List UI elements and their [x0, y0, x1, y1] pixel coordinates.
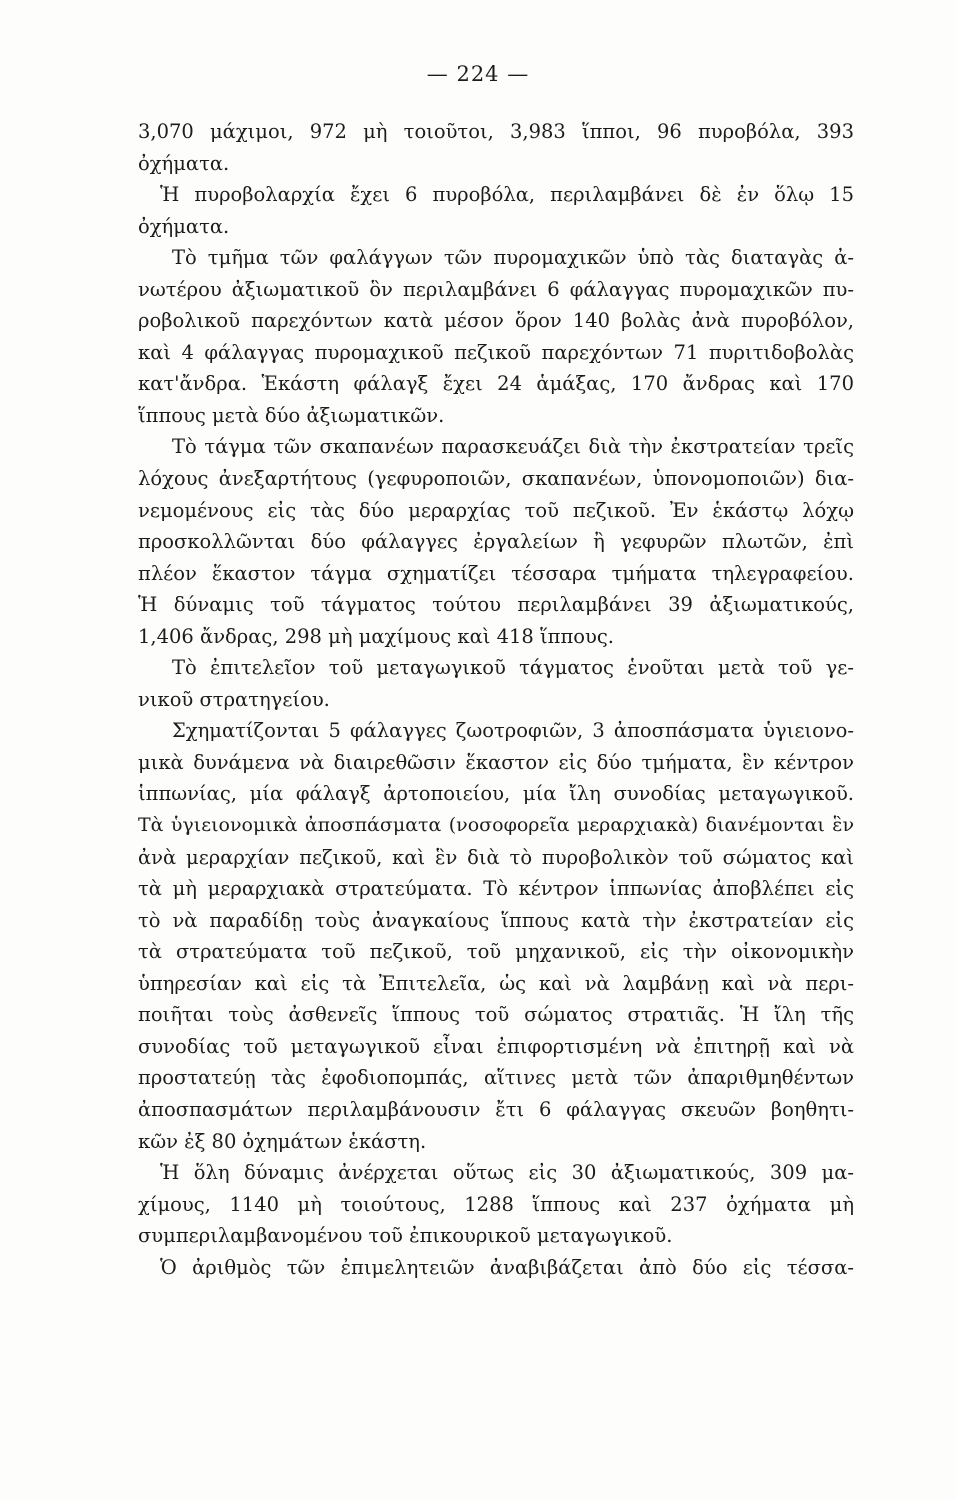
page-body-text	[138, 116, 854, 1283]
text-line: μικὰ δυνάμενα νὰ διαιρεθῶσιν ἕκαστον εἰς δύο τμήματα, ἓν κέντρον	[138, 750, 854, 774]
text-line: Τὸ τάγμα τῶν σκαπανέων παρασκευάζει διὰ τὴν ἐκστρατείαν τρεῖς	[172, 435, 854, 459]
text-line: ποιῆται τοὺς ἀσθενεῖς ἵππους τοῦ σώματος στρατιᾶς. Ἡ ἴλη τῆς	[138, 1003, 854, 1027]
text-line: συμπεριλαμβανομένου τοῦ ἐπικουρικοῦ μεταγωγικοῦ.	[138, 1224, 673, 1248]
text-line: 3,070 μάχιμοι, 972 μὴ τοιοῦτοι, 3,983 ἵπποι, 96 πυροβόλα, 393	[138, 120, 854, 143]
text-line: προσκολλῶνται δύο φάλαγγες ἐργαλείων ἢ γεφυρῶν πλωτῶν, ἐπὶ	[138, 530, 854, 554]
text-line: Ὁ ἀριθμὸς τῶν ἐπιμελητειῶν ἀναβιβάζεται ἀπὸ δύο εἰς τέσσα-	[160, 1255, 854, 1279]
text-line: 1,406 ἄνδρας, 298 μὴ μαχίμους καὶ 418 ἵππους.	[138, 624, 615, 648]
text-line: κατ'ἄνδρα. Ἑκάστη φάλαγξ ἔχει 24 ἁμάξας, 170 ἄνδρας καὶ 170	[138, 372, 854, 396]
text-line: νικοῦ στρατηγείου.	[138, 687, 330, 711]
text-line: καὶ 4 φάλαγγας πυρομαχικοῦ πεζικοῦ παρεχόντων 71 πυριτιδοβολὰς	[138, 340, 854, 364]
text-line: Ἡ ὅλη δύναμις ἀνέρχεται οὕτως εἰς 30 ἀξιωματικούς, 309 μα-	[160, 1161, 854, 1185]
text-line: Τὸ ἐπιτελεῖον τοῦ μεταγωγικοῦ τάγματος ἑνοῦται μετὰ τοῦ γε-	[172, 656, 854, 680]
text-line: προστατεύῃ τὰς ἐφοδιοπομπάς, αἵτινες μετὰ τῶν ἀπαριθμηθέντων	[138, 1066, 854, 1090]
text-line: κῶν ἐξ 80 ὀχημάτων ἑκάστη.	[138, 1129, 427, 1153]
text-line: τὰ μὴ μεραρχιακὰ στρατεύματα. Τὸ κέντρον ἱππωνίας ἀποβλέπει εἰς	[138, 877, 854, 901]
text-line: ὑπηρεσίαν καὶ εἰς τὰ Ἐπιτελεῖα, ὡς καὶ νὰ λαμβάνῃ καὶ νὰ περι-	[138, 971, 854, 995]
text-line: ροβολικοῦ παρεχόντων κατὰ μέσον ὅρον 140 βολὰς ἀνὰ πυροβόλον,	[138, 309, 854, 333]
text-line: συνοδίας τοῦ μεταγωγικοῦ εἶναι ἐπιφορτισμένη νὰ ἐπιτηρῇ καὶ νὰ	[138, 1034, 854, 1058]
text-line: τὸ νὰ παραδίδῃ τοὺς ἀναγκαίους ἵππους κατὰ τὴν ἐκστρατείαν εἰς	[138, 908, 854, 932]
text-line: ἀποσπασμάτων περιλαμβάνουσιν ἔτι 6 φάλαγγας σκευῶν βοηθητι-	[138, 1097, 854, 1121]
text-line: ἀνὰ μεραρχίαν πεζικοῦ, καὶ ἓν διὰ τὸ πυροβολικὸν τοῦ σώματος καὶ	[138, 845, 854, 869]
text-line: ἵππους μετὰ δύο ἀξιωματικῶν.	[138, 403, 445, 427]
text-line: χίμους, 1140 μὴ τοιούτους, 1288 ἵππους καὶ 237 ὀχήματα μὴ	[138, 1192, 854, 1216]
text-line: ὀχήματα.	[138, 151, 230, 175]
text-line: Ἡ δύναμις τοῦ τάγματος τούτου περιλαμβάνει 39 ἀξιωματικούς,	[138, 593, 854, 617]
text-line: ἱππωνίας, μία φάλαγξ ἀρτοποιείου, μία ἴλη συνοδίας μεταγωγικοῦ.	[138, 782, 854, 806]
text-line: νεμομένους εἰς τὰς δύο μεραρχίας τοῦ πεζικοῦ. Ἐν ἑκάστῳ λόχῳ	[138, 498, 854, 522]
text-line: Σχηματίζονται 5 φάλαγγες ζωοτροφιῶν, 3 ἀποσπάσματα ὑγιειονο-	[172, 719, 854, 743]
text-line: Τὸ τμῆμα τῶν φαλάγγων τῶν πυρομαχικῶν ὑπὸ τὰς διαταγὰς ἀ-	[172, 246, 854, 270]
text-line: ὀχήματα.	[138, 214, 230, 238]
text-line: πλέον ἕκαστον τάγμα σχηματίζει τέσσαρα τμήματα τηλεγραφείου.	[138, 561, 854, 585]
text-line: νωτέρου ἀξιωματικοῦ ὃν περιλαμβάνει 6 φάλαγγας πυρομαχικῶν πυ-	[138, 277, 854, 301]
text-line: τὰ στρατεύματα τοῦ πεζικοῦ, τοῦ μηχανικοῦ, εἰς τὴν οἰκονομικὴν	[138, 940, 854, 964]
text-line: Τὰ ὑγιειονομικὰ ἀποσπάσματα (νοσοφορεῖα μεραρχιακὰ) διανέμονται ἓν	[138, 814, 854, 837]
text-line: λόχους ἀνεξαρτήτους (γεφυροποιῶν, σκαπανέων, ὑπονομοποιῶν) δια-	[138, 467, 854, 491]
text-line: Ἡ πυροβολαρχία ἔχει 6 πυροβόλα, περιλαμβάνει δὲ ἐν ὅλῳ 15	[160, 183, 854, 207]
page-number: — 224 —	[426, 62, 530, 86]
